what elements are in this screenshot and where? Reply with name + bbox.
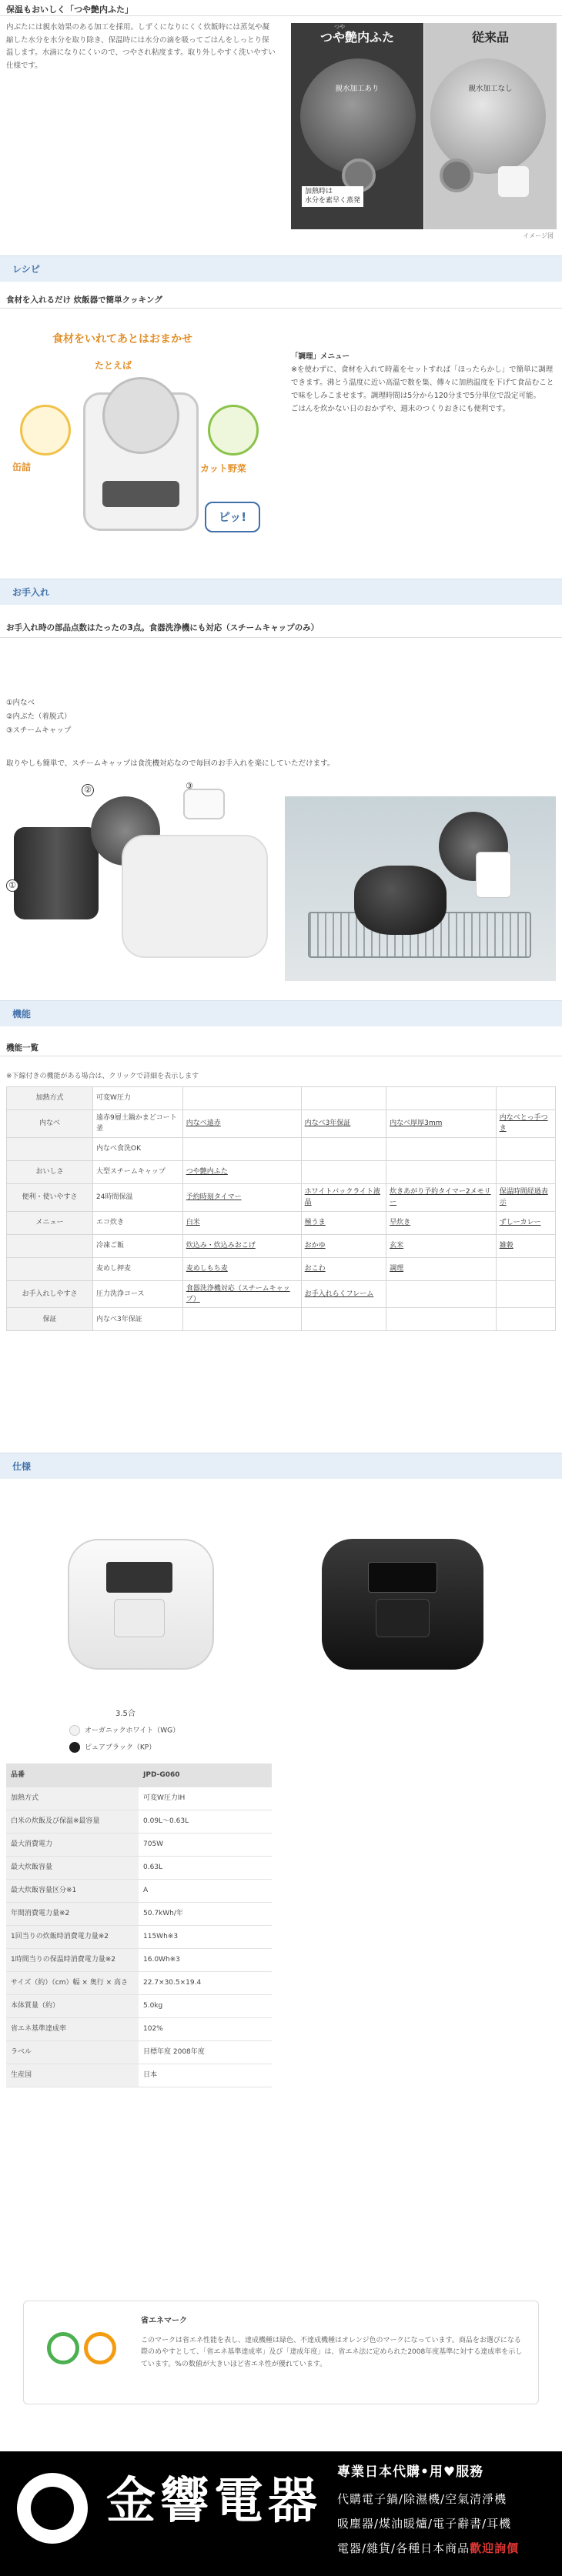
eco-mark-orange-icon	[84, 2332, 116, 2364]
table-row	[6, 1856, 272, 1879]
table-row	[7, 1137, 556, 1160]
feature-link[interactable]: 調理	[390, 1264, 404, 1273]
new-lid-panel	[291, 23, 423, 229]
table-cell	[386, 1110, 497, 1138]
feature-link[interactable]: 内なべ3年保証	[304, 1119, 351, 1128]
recipe-subhead: 食材を入れるだけ 炊飯器で簡単クッキング	[6, 295, 162, 305]
lid-illustration	[430, 58, 546, 174]
table-cell	[496, 1234, 555, 1257]
feature-link[interactable]: 食器洗浄機対応（スチームキャップ）	[186, 1284, 290, 1303]
table-cell	[182, 1183, 301, 1211]
color-option-white	[69, 1725, 179, 1737]
table-row	[7, 1211, 556, 1234]
table-row	[7, 1087, 556, 1110]
feature-link[interactable]: 雑穀	[499, 1241, 513, 1250]
table-row	[6, 2017, 272, 2040]
label-can: 缶詰	[12, 462, 32, 472]
table-cell	[496, 1087, 555, 1110]
eco-title: 省エネマーク	[141, 2317, 187, 2325]
table-cell	[93, 1110, 183, 1138]
table-row	[6, 1902, 272, 1925]
table-cell	[386, 1087, 497, 1110]
table-cell	[182, 1308, 301, 1331]
table-row	[7, 1234, 556, 1257]
spec-key: 1時間当りの保温時消費電力量※2	[6, 1948, 139, 1971]
section-title: 仕様	[12, 1461, 32, 1472]
table-cell	[182, 1211, 301, 1234]
evaporation-note-line1: 加熱時は	[305, 188, 333, 195]
feature-link[interactable]: 遠赤9層土鍋かまどコート釜	[96, 1114, 177, 1133]
cooker-lid-drawing	[102, 377, 179, 454]
product-photo-white	[60, 1508, 222, 1685]
footer-line4-highlight: 歡迎詢價	[470, 2541, 520, 2555]
spec-key: サイズ（約）（cm）幅 × 奥行 × 高さ	[6, 1971, 139, 1994]
new-lid-title: つや艶内ふた	[319, 30, 394, 45]
feature-link[interactable]: 炊込み・炊込みおこげ	[186, 1241, 256, 1250]
part-number: ②	[82, 784, 94, 796]
spec-value: 日本	[139, 2064, 272, 2087]
row-header: 加熱方式	[7, 1087, 93, 1110]
white-cooker-buttons	[114, 1599, 165, 1637]
section-bar-function	[0, 1000, 562, 1026]
table-cell	[386, 1280, 497, 1308]
care-subhead: お手入れ時の部品点数はたったの3点。食器洗浄機にも対応（スチームキャップのみ）	[6, 623, 319, 632]
table-cell	[496, 1110, 555, 1138]
list-item: ①内なべ	[6, 699, 35, 707]
shop-logo-icon	[17, 2473, 88, 2544]
table-cell	[301, 1160, 386, 1183]
table-row	[6, 1763, 272, 1787]
table-row	[7, 1183, 556, 1211]
table-cell	[93, 1211, 183, 1234]
feature-link[interactable]: 玄米	[390, 1241, 404, 1250]
recipe-illustration	[6, 331, 272, 562]
table-row	[6, 1971, 272, 1994]
feature-link[interactable]: 可変W圧力	[96, 1094, 131, 1103]
lid-illustration	[300, 58, 416, 174]
table-cell	[182, 1110, 301, 1138]
section-bar-spec	[0, 1453, 562, 1479]
black-cooker-buttons	[376, 1599, 430, 1637]
feature-link[interactable]: ホワイトバックライト液晶	[304, 1187, 380, 1207]
recipe-text-body2: ごはんを炊かない日のおかずや、週末のつくりおきにも便利です。	[291, 405, 510, 414]
table-cell	[182, 1160, 301, 1183]
old-lid-title: 従来品	[471, 30, 509, 45]
list-item: ③スチームキャップ	[6, 726, 72, 736]
feature-link[interactable]: 内なべ3年保証	[96, 1315, 142, 1323]
table-row	[6, 1833, 272, 1856]
care-parts-list	[6, 696, 72, 738]
vent-right	[440, 158, 473, 192]
table-cell	[301, 1110, 386, 1138]
table-cell	[182, 1257, 301, 1280]
evaporation-note-line2: 水分を素早く蒸発	[305, 196, 361, 205]
color-name: オーガニックホワイト（WG）	[85, 1727, 180, 1735]
spec-value: 0.09L〜0.63L	[139, 1810, 272, 1833]
spec-key: 1回当りの炊飯時消費電力量※2	[6, 1925, 139, 1948]
table-cell	[496, 1211, 555, 1234]
spec-key: 最大炊飯容量	[6, 1856, 139, 1879]
table-cell	[93, 1308, 183, 1331]
image-note: イメージ図	[523, 232, 554, 240]
row-header	[7, 1257, 93, 1280]
feature-link[interactable]: つや艶内ふた	[186, 1168, 228, 1176]
spec-value: 705W	[139, 1833, 272, 1856]
row-header	[7, 1137, 93, 1160]
spec-key: 本体質量（約）	[6, 1994, 139, 2017]
food-circle-can	[20, 405, 71, 455]
table-cell	[182, 1137, 301, 1160]
table-cell	[93, 1183, 183, 1211]
spec-value: 22.7×30.5×19.4	[139, 1971, 272, 1994]
black-swatch	[69, 1742, 80, 1753]
feature-link[interactable]: 内なべ遠赤	[186, 1119, 221, 1128]
feature-link[interactable]: 麦めし押麦	[96, 1264, 132, 1273]
table-row	[7, 1110, 556, 1138]
table-cell	[93, 1137, 183, 1160]
table-row	[6, 2040, 272, 2064]
table-cell	[386, 1257, 497, 1280]
black-cooker-display	[368, 1562, 437, 1593]
spec-key: 年間消費電力量※2	[6, 1902, 139, 1925]
spec-value: 50.7kWh/年	[139, 1902, 272, 1925]
table-cell	[301, 1234, 386, 1257]
table-cell	[386, 1183, 497, 1211]
table-row	[7, 1308, 556, 1331]
eco-mark-box	[23, 2301, 539, 2404]
spec-key: 白米の炊飯及び保温※最容量	[6, 1810, 139, 1833]
feature-link[interactable]: おこわ	[304, 1264, 326, 1273]
table-cell	[301, 1211, 386, 1234]
row-header: お手入れしやすさ	[7, 1280, 93, 1308]
function-table	[6, 1086, 556, 1331]
feature-link[interactable]: 内なべ食洗OK	[96, 1145, 141, 1153]
table-cell	[496, 1308, 555, 1331]
section-title: 機能	[12, 1009, 32, 1019]
table-row	[7, 1257, 556, 1280]
spec-value: 102%	[139, 2017, 272, 2040]
divider	[0, 308, 562, 309]
feature-link[interactable]: 炊きあがり予約タイマー2メモリー	[390, 1187, 491, 1207]
spec-key: 加熱方式	[6, 1787, 139, 1810]
shop-brand: 金響電器	[106, 2473, 322, 2530]
spec-key: 省エネ基準達成率	[6, 2017, 139, 2040]
recipe-text	[291, 350, 557, 415]
white-cooker-display	[106, 1562, 172, 1593]
food-circle-veg	[208, 405, 259, 455]
table-cell	[386, 1308, 497, 1331]
feature-link[interactable]: 白米	[186, 1218, 200, 1226]
feature-link[interactable]: 24時間保温	[96, 1193, 133, 1201]
row-header: 内なべ	[7, 1110, 93, 1138]
table-cell	[496, 1137, 555, 1160]
part-number: ①	[6, 879, 18, 892]
eco-mark-green-icon	[47, 2332, 79, 2364]
feature-link[interactable]: エコ炊き	[96, 1218, 125, 1226]
cooker-open-drawing	[122, 835, 268, 958]
table-row	[6, 1925, 272, 1948]
table-row	[6, 1787, 272, 1810]
section-bar-care	[0, 579, 562, 605]
section-title: お手入れ	[12, 587, 50, 598]
divider	[0, 637, 562, 638]
section-bar-recipe	[0, 255, 562, 282]
hydrophilic-no-label: 親水加工なし	[468, 85, 513, 93]
section-title: レシピ	[12, 264, 40, 275]
title-ruby: つや	[334, 24, 345, 30]
spec-key: 最大消費電力	[6, 1833, 139, 1856]
table-cell	[301, 1183, 386, 1211]
footer-line4	[337, 2539, 519, 2558]
shop-footer-banner	[0, 2451, 562, 2576]
table-cell	[496, 1160, 555, 1183]
table-cell	[386, 1234, 497, 1257]
table-row	[7, 1160, 556, 1183]
row-header: 保証	[7, 1308, 93, 1331]
feature-link[interactable]: 大型スチームキャップ	[96, 1168, 166, 1176]
feature-link[interactable]: 保温時間経過表示	[499, 1187, 548, 1207]
table-cell	[301, 1257, 386, 1280]
function-note: ※下線付きの機能がある場合は、クリックで詳細を表示します	[6, 1073, 199, 1080]
feature-link[interactable]: 内なべとっ手つき	[499, 1114, 548, 1133]
table-row	[6, 1810, 272, 1833]
table-row	[6, 2064, 272, 2087]
table-cell	[496, 1183, 555, 1211]
table-cell	[496, 1257, 555, 1280]
feature-link[interactable]: 内なべ厚厚3mm	[390, 1119, 443, 1128]
hydrophilic-yes-label: 親水加工あり	[335, 85, 380, 93]
feature-link[interactable]: 麦めしもち麦	[186, 1264, 228, 1273]
table-cell	[301, 1137, 386, 1160]
list-item: ②内ぶた（着脱式）	[6, 712, 72, 722]
spec-key: 品番	[6, 1763, 139, 1787]
feature-link[interactable]: おかゆ	[304, 1241, 326, 1250]
lid-comparison-image	[291, 23, 557, 240]
divider	[0, 15, 562, 16]
steam-cap-drawing	[183, 789, 225, 819]
feature-link[interactable]: 圧力洗浄コース	[96, 1290, 145, 1298]
recipe-text-title: 「調理」メニュー	[291, 352, 350, 361]
lid-description: 内ぶたには親水効果のある加工を採用。しずくになりにくく炊飯時には蒸気や凝縮した水分を水分を取り除き、保温時には水分の滴を吸ってごはんをしっとり保温します。水滴になりにくいので、つやされ粘度ます。取り外しやすく洗いやすい仕様です。	[6, 23, 276, 70]
spec-value: A	[139, 1879, 272, 1902]
row-header: メニュー	[7, 1211, 93, 1234]
table-cell	[301, 1308, 386, 1331]
evaporation-note	[302, 186, 363, 207]
spec-value: 可変W圧力IH	[139, 1787, 272, 1810]
cooker-panel-drawing	[102, 481, 179, 507]
label-cut-vegetables: カット野菜	[200, 463, 246, 474]
feature-link[interactable]: お手入れらくフレーム	[304, 1290, 374, 1298]
table-cell	[301, 1087, 386, 1110]
feature-link[interactable]: 早炊き	[390, 1218, 411, 1226]
spec-key: 最大炊飯容量区分※1	[6, 1879, 139, 1902]
spec-value: 目標年度 2008年度	[139, 2040, 272, 2064]
parts-photo	[6, 781, 272, 966]
dishwasher-photo	[285, 796, 556, 981]
table-cell	[182, 1234, 301, 1257]
spec-value: 16.0Wh※3	[139, 1948, 272, 1971]
steam-cap	[498, 166, 529, 197]
table-cell	[182, 1087, 301, 1110]
inner-pot-drawing	[14, 827, 99, 919]
spec-table	[6, 1763, 272, 2087]
table-cell	[386, 1160, 497, 1183]
color-option-black	[69, 1742, 156, 1753]
table-row	[6, 1948, 272, 1971]
table-row	[6, 1879, 272, 1902]
spec-key: 生産国	[6, 2064, 139, 2087]
table-cell	[93, 1280, 183, 1308]
table-cell	[93, 1234, 183, 1257]
feature-link[interactable]: ずしーカレー	[499, 1218, 541, 1226]
table-cell	[301, 1280, 386, 1308]
table-cell	[93, 1087, 183, 1110]
row-header: 便利・使いやすさ	[7, 1183, 93, 1211]
table-row	[6, 1994, 272, 2017]
illus-title: 食材をいれてあとはおまかせ	[52, 333, 192, 345]
spec-key: ラベル	[6, 2040, 139, 2064]
footer-line4-text: 電器/雜貨/各種日本商品	[337, 2541, 470, 2555]
product-photo-black	[314, 1508, 491, 1685]
table-cell	[93, 1257, 183, 1280]
old-lid-panel	[424, 23, 557, 229]
spec-value: 0.63L	[139, 1856, 272, 1879]
care-note: 取りやしも簡単で、スチームキャップは食洗機対応なので毎回のお手入れを楽にしていただけます。	[6, 759, 335, 768]
footer-line2: 代購電子鍋/除濕機/空氣清淨機	[337, 2492, 507, 2506]
table-cell	[386, 1211, 497, 1234]
illus-subtitle: たとえば	[95, 360, 132, 371]
black-pot-drawing	[354, 866, 447, 935]
table-cell	[182, 1280, 301, 1308]
function-subhead: 機能一覧	[6, 1043, 38, 1053]
row-header	[7, 1234, 93, 1257]
part-number: ③	[186, 781, 193, 791]
feature-link[interactable]: 予約時刻タイマー	[186, 1193, 242, 1201]
eco-text: このマークは省エネ性能を表し、達成機種は緑色、不達成機種はオレンジ色のマークになっています。商品をお選びになる際のめやすとして、「省エネ基準達成率」及び「達成年度」は、省エネ法に定められた2008年度基準に対する達成率を示しています。%の数値が大きいほど省エネ性が優れています。	[141, 2337, 523, 2368]
capacity-label: 3.5合	[115, 1710, 135, 1718]
footer-line1: 專業日本代購•用♥服務	[337, 2464, 484, 2480]
lid-section-heading: 保温もおいしく「つや艶内ふた」	[6, 5, 133, 15]
spec-value: 5.0kg	[139, 1994, 272, 2017]
feature-link[interactable]: 極うま	[304, 1218, 326, 1226]
logo-inner	[31, 2487, 74, 2530]
white-cap-drawing	[476, 852, 511, 898]
color-name: ピュアブラック（KP）	[85, 1743, 156, 1752]
row-header: おいしさ	[7, 1160, 93, 1183]
footer-line3: 吸塵器/煤油暖爐/電子辭書/耳機	[337, 2517, 512, 2531]
recipe-text-body: ※を使わずに、食材を入れて時蓋をセットすれば「ほったらかし」で簡単に調理できます。沸とう温度に近い高温で数を集、傳々に加熱温度を下げて食品むことで味をしみこませます。調理時間は5分から120分まで5分単位で設定可能。	[291, 365, 554, 401]
table-cell	[386, 1137, 497, 1160]
table-cell	[496, 1280, 555, 1308]
table-row	[7, 1280, 556, 1308]
table-cell	[93, 1160, 183, 1183]
spec-value: 115Wh※3	[139, 1925, 272, 1948]
spec-value: JPD-G060	[139, 1763, 272, 1787]
white-swatch	[69, 1725, 80, 1736]
beep-bubble: ピッ!	[205, 502, 260, 532]
feature-link[interactable]: 冷凍ご飯	[96, 1241, 125, 1250]
